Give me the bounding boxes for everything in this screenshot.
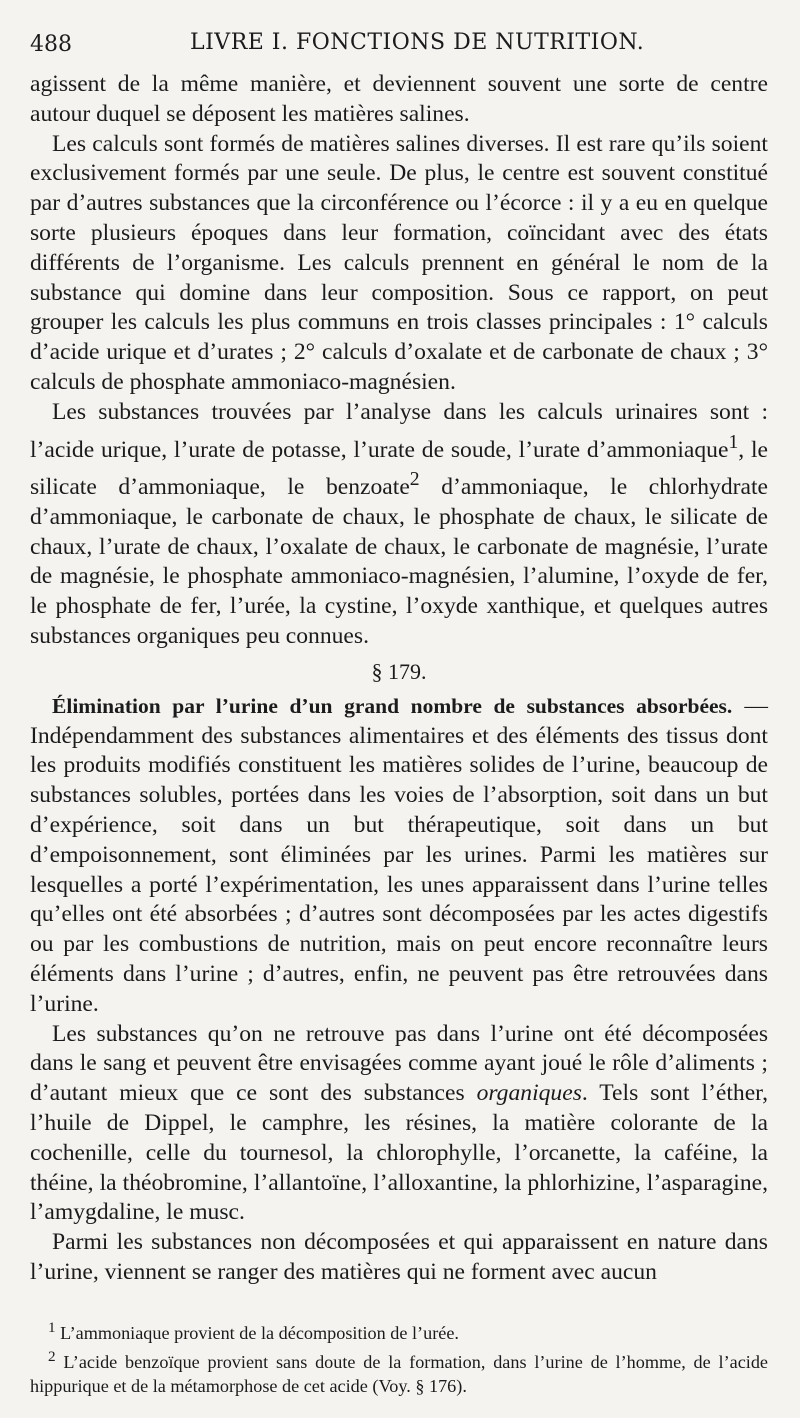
- section-title: Élimination par l’urine d’un grand nombre de substances absorbées.: [52, 693, 733, 718]
- footnotes: [30, 1316, 768, 1398]
- footnote-1: [30, 1316, 768, 1345]
- footnote-number: 1: [48, 1319, 56, 1336]
- paragraph-text: Les substances trouvées par l’analyse dans les calculs urinaires sont : l’acide urique, l’urate de potasse, l’urate de soude, l’urate d’ammoniaque: [30, 398, 768, 463]
- paragraph-elimination: [30, 692, 768, 1020]
- section-number: § 179.: [371, 658, 427, 684]
- page-number: 488: [30, 32, 72, 57]
- paragraph-text: . Tels sont l’éther, l’huile de Dippel, le camphre, les résines, la matière colorante de la cochenille, celle du tournesol, la chlorophylle, l’orcanette, la caféine, la théine, la théobromine, l’allantoïne, l’alloxantine, la phlorhizine, l’asparagine, l’amygdaline, le musc.: [30, 1080, 768, 1226]
- footnote-number: 2: [48, 1348, 56, 1366]
- paragraph-decomposees: [30, 1020, 768, 1229]
- footnote-text: L’ammoniaque provient de la décomposition de l’urée.: [55, 1323, 459, 1344]
- footnote-text: L’acide benzoïque provient sans doute de la formation, dans l’urine de l’homme, de l’acide hippurique et de la métamorphose de cet acide (Voy. § 176).: [30, 1352, 768, 1397]
- paragraph-continued: agissent de la même manière, et deviennent souvent une sorte de centre autour duquel se déposent les matières salines.: [30, 71, 768, 127]
- footnote-ref-2: 2: [409, 468, 420, 491]
- running-head: LIVRE I. FONCTIONS DE NUTRITION.: [190, 30, 645, 55]
- paragraph-substances: [30, 398, 768, 652]
- paragraph-text: Les substances qu’on ne retrouve pas dans l’urine ont été décomposées dans le sang et peuvent être envisagées comme ayant joué le rôle d’aliments ; d’autant mieux que ce sont des substances: [30, 1020, 768, 1107]
- paragraph-calculs: Les calculs sont formés de matières salines diverses. Il est rare qu’ils soient exclusivement formés par une seule. De plus, le centre est souvent constitué par d’autres substances que la circonférence ou l’écorce : il y a eu en quelque sorte plusieurs époques dans leur formation, coïncidant avec des états différents de l’organisme. Les calculs prennent en général le nom de la substance qui domine dans leur composition. Sous ce rapport, on peut grouper les calculs les plus communs en trois classes principales : 1° calculs d’acide urique et d’urates ; 2° calculs d’oxalate et de carbonate de chaux ; 3° calculs de phosphate ammoniaco-magnésien.: [30, 130, 768, 395]
- footnote-ref-1: 1: [728, 430, 739, 453]
- emphasis-organiques: organiques: [476, 1080, 582, 1107]
- paragraph-text: —Indépendamment des substances alimentaires et des éléments des tissus dont les produits modifiés constituent les matières solides de l’urine, beaucoup de substances solubles, portées dans les voies de l’absorption, soit dans un but d’expérience, soit dans un but thérapeutique, soit dans un but d’empoisonnement, sont éliminées par les urines. Parmi les matières sur lesquelles a porté l’expérimentation, les unes apparaissent dans l’urine telles qu’elles ont été absorbées ; d’autres sont décomposées par les actes digestifs ou par les combustions de nutrition, mais on peut encore reconnaître leurs éléments dans l’urine ; d’autres, enfin, ne peuvent pas être retrouvées dans l’urine.: [30, 692, 768, 1017]
- paragraph-text: d’ammoniaque, le chlorhydrate d’ammoniaque, le carbonate de chaux, le phosphate de chaux, le silicate de chaux, l’urate de chaux, l’oxalate de chaux, le carbonate de magnésie, l’urate de magnésie, le phosphate ammoniaco-magnésien, l’alumine, l’oxyde de fer, le phosphate de fer, l’urée, la cystine, l’oxyde xanthique, et quelques autres substances organiques peu connues.: [30, 474, 768, 650]
- paragraph-non-decomposees: Parmi les substances non décomposées et qui apparaissent en nature dans l’urine, viennent se ranger des matières qui ne forment avec aucun: [30, 1229, 768, 1285]
- footnote-2: [30, 1345, 768, 1398]
- main-text: [30, 70, 768, 1288]
- page-header: [30, 26, 770, 66]
- paragraph-text: , le silicate d’ammoniaque, le benzoate: [30, 436, 768, 501]
